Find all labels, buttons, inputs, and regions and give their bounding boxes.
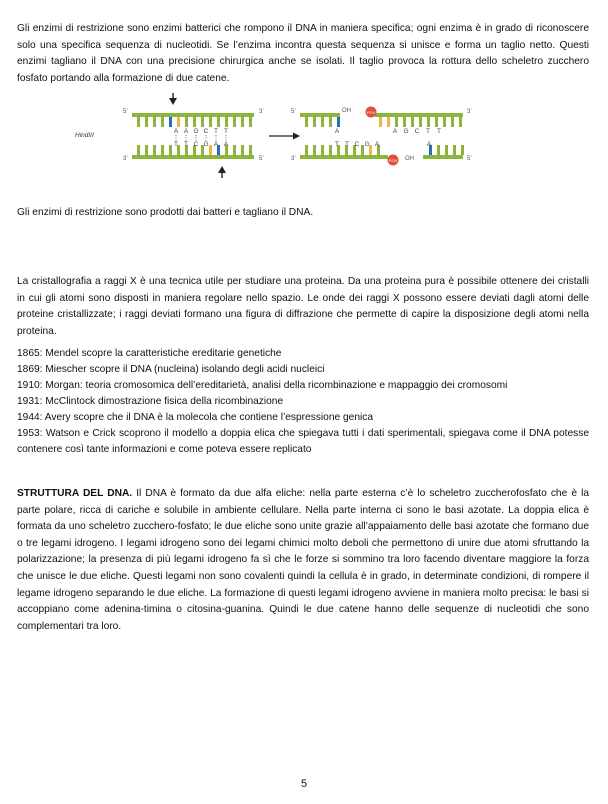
left-bottom-3-label: 3’ <box>123 156 128 162</box>
rung <box>445 145 448 155</box>
rung <box>419 117 422 127</box>
rung <box>145 117 148 127</box>
base-letter: G <box>364 141 370 148</box>
rung <box>137 145 140 155</box>
base-letter: G <box>203 141 209 148</box>
right-bottom-5-label: 5’ <box>467 156 472 162</box>
rung <box>313 145 316 155</box>
base-letter: C <box>414 128 420 135</box>
rung <box>249 117 252 127</box>
rung <box>185 117 188 127</box>
base-letter: A <box>334 128 340 135</box>
cut-marker-top-icon <box>169 98 177 105</box>
rung <box>233 117 236 127</box>
base-letter: T <box>426 128 430 135</box>
base-letter: C <box>203 128 209 135</box>
base-letter: A <box>173 128 179 135</box>
rung <box>411 117 414 127</box>
right-bottom-oh-label: OH <box>405 156 414 162</box>
base-letter: A <box>213 141 219 148</box>
base-letter: C <box>193 141 199 148</box>
rung <box>201 117 204 127</box>
dna-before-cut <box>123 93 264 178</box>
rung <box>321 117 324 127</box>
left-bottom-backbone <box>132 155 254 159</box>
structure-paragraph <box>17 486 589 635</box>
rung <box>241 145 244 155</box>
cut-marker-bottom-icon <box>218 166 226 173</box>
timeline-item: 1944: Avery scopre che il DNA è la molecola che contiene l’espressione genica <box>17 412 374 423</box>
rung <box>451 117 454 127</box>
xray-paragraph: La cristallografia a raggi X è una tecnica utile per studiare una proteina. Da una proteina pura è possibile ottenere dei cristalli in cui gli atomi sono disposti in maniera regolare nello spazio. Le onde dei raggi X possono essere deviati dagli atomi delle proteine cristallizzate; i raggi deviati formano una figura di diffrazione che permette di capire la disposizione degli atomi nella proteina. <box>17 276 589 337</box>
rung <box>329 145 332 155</box>
rung <box>313 117 316 127</box>
right-top-3-label: 3’ <box>467 109 472 115</box>
timeline-item: 1953: Watson e Crick scoprono il modello a doppia elica che spiegava tutti i dati sperimentali, spiegava come il DNA potesse contenere così tante informazioni e come poteva essere replicato <box>17 428 589 455</box>
left-bottom-5-label: 5’ <box>259 156 264 162</box>
restriction-enzyme-figure <box>75 93 515 185</box>
right-rungs <box>305 117 464 155</box>
rung <box>395 117 398 127</box>
left-top-backbone <box>132 113 254 117</box>
rung <box>169 145 172 155</box>
rung <box>217 117 220 127</box>
rung <box>443 117 446 127</box>
right-top-5-label: 5’ <box>291 109 296 115</box>
rung <box>337 117 340 127</box>
timeline-item: 1869: Miescher scopre il DNA (nucleina) isolando degli acidi nucleici <box>17 364 325 375</box>
svg-text:PO4: PO4 <box>366 110 376 115</box>
base-letter: G <box>193 128 199 135</box>
timeline-item: 1931: McClintock dimostrazione fisica della ricombinazione <box>17 396 284 407</box>
hydrogen-bond-mark: ⋮ <box>222 134 230 142</box>
rung <box>321 145 324 155</box>
rung <box>249 145 252 155</box>
rung <box>435 117 438 127</box>
rung <box>177 117 180 127</box>
timeline-item: 1910: Morgan: teoria cromosomica dell’ereditarietà, analisi della ricombinazione e mappaggio dei cromosomi <box>17 380 508 391</box>
rung <box>233 145 236 155</box>
caption-sentence: Gli enzimi di restrizione sono prodotti dai batteri e tagliano il DNA. <box>17 207 314 218</box>
rung <box>145 145 148 155</box>
rung <box>193 117 196 127</box>
right-top-oh-label: OH <box>342 108 351 114</box>
rung <box>305 117 308 127</box>
dna-after-cut <box>291 107 472 166</box>
rung <box>403 117 406 127</box>
structure-text: Il DNA è formato da due alfa eliche: nella parte esterna c’è lo scheletro zuccherofosfato che è la parte polare, ricca di cariche e solubile in ambiente cellulare. Nella parte interna ci sono le basi azotate. La doppia elica è formata da uno scheletro zucchero-fosfato; le due eliche sono unite grazie all’appaiamento delle basi azotate che formano due o tre legami idrogeno. I legami idrogeno sono dei legami chimici molto deboli che permettono di unire due atomi sfruttando la polarizzazione; la presenza di più legami idrogeno fa sì che le forze si sommino tra loro facendo diventare maggiore la forza che unisce le due eliche. Questi legami non sono covalenti quindi la cellula è in grado, in determinate condizioni, di rompere il legame idrogeno separando le due eliche. La formazione di questi legami idrogeno avviene in maniera molto precisa: le basi si accoppiano come adenina-timina o citosina-guanina. Quindi le due catene hanno delle sequenze di nucleotidi che sono complementari tra loro. <box>17 488 590 632</box>
right-bottom-3-label: 3’ <box>291 156 296 162</box>
base-letter: T <box>437 128 441 135</box>
timeline-list <box>17 346 589 458</box>
base-letter: T <box>184 141 188 148</box>
hydrogen-bond-mark: ⋮ <box>182 134 190 142</box>
rung <box>225 117 228 127</box>
rung <box>161 117 164 127</box>
right-sequence-letters <box>335 128 441 148</box>
rung <box>153 145 156 155</box>
base-letter: A <box>183 128 189 135</box>
intro-paragraph: Gli enzimi di restrizione sono enzimi batterici che rompono il DNA in maniera specifica; ogni enzima è in grado di riconoscere solo una specifica sequenza di nucleotidi. Se l’enzima incontra questa sequenza si unisce e forma un taglio netto. Questi enzimi tagliano il DNA con una precisione chirurgica anche se isolati. Il taglio provoca la rottura dello scheletro zucchero fosfato portando alla formazione di due catene. <box>17 23 589 84</box>
left-top-5-label: 5’ <box>123 109 128 115</box>
base-letter: A <box>223 141 229 148</box>
rung <box>153 117 156 127</box>
rung <box>387 117 390 127</box>
base-letter: T <box>335 141 339 148</box>
base-letter: G <box>403 128 409 135</box>
enzyme-label: HindIII <box>75 132 94 139</box>
rung <box>209 117 212 127</box>
rung <box>427 117 430 127</box>
rung <box>459 117 462 127</box>
structure-heading: STRUTTURA DEL DNA. <box>17 488 133 499</box>
left-top-3-label: 3’ <box>259 109 264 115</box>
base-letter: T <box>174 141 178 148</box>
rung <box>305 145 308 155</box>
rung <box>379 117 382 127</box>
base-letter: A <box>374 141 380 148</box>
base-letter: C <box>354 141 360 148</box>
hydrogen-bond-mark: ⋮ <box>212 134 220 142</box>
base-letter: A <box>426 141 432 148</box>
arrow-icon <box>269 133 300 140</box>
rung <box>329 117 332 127</box>
left-top-rungs <box>137 117 252 127</box>
base-letter: T <box>224 128 228 135</box>
timeline-item: 1865: Mendel scopre la caratteristiche ereditarie genetiche <box>17 348 282 359</box>
rung <box>161 145 164 155</box>
base-letter: T <box>214 128 218 135</box>
hydrogen-bond-mark: ⋮ <box>202 134 210 142</box>
rung <box>137 117 140 127</box>
base-letter: T <box>345 141 349 148</box>
hydrogen-bond-mark: ⋮ <box>192 134 200 142</box>
base-letter: A <box>392 128 398 135</box>
hydrogen-bond-mark: ⋮ <box>172 134 180 142</box>
rung <box>241 117 244 127</box>
rung <box>169 117 172 127</box>
rung <box>461 145 464 155</box>
rung <box>209 145 212 155</box>
rung <box>453 145 456 155</box>
svg-text:PO4: PO4 <box>388 158 398 163</box>
page-number: 5 <box>300 778 308 790</box>
rung <box>437 145 440 155</box>
